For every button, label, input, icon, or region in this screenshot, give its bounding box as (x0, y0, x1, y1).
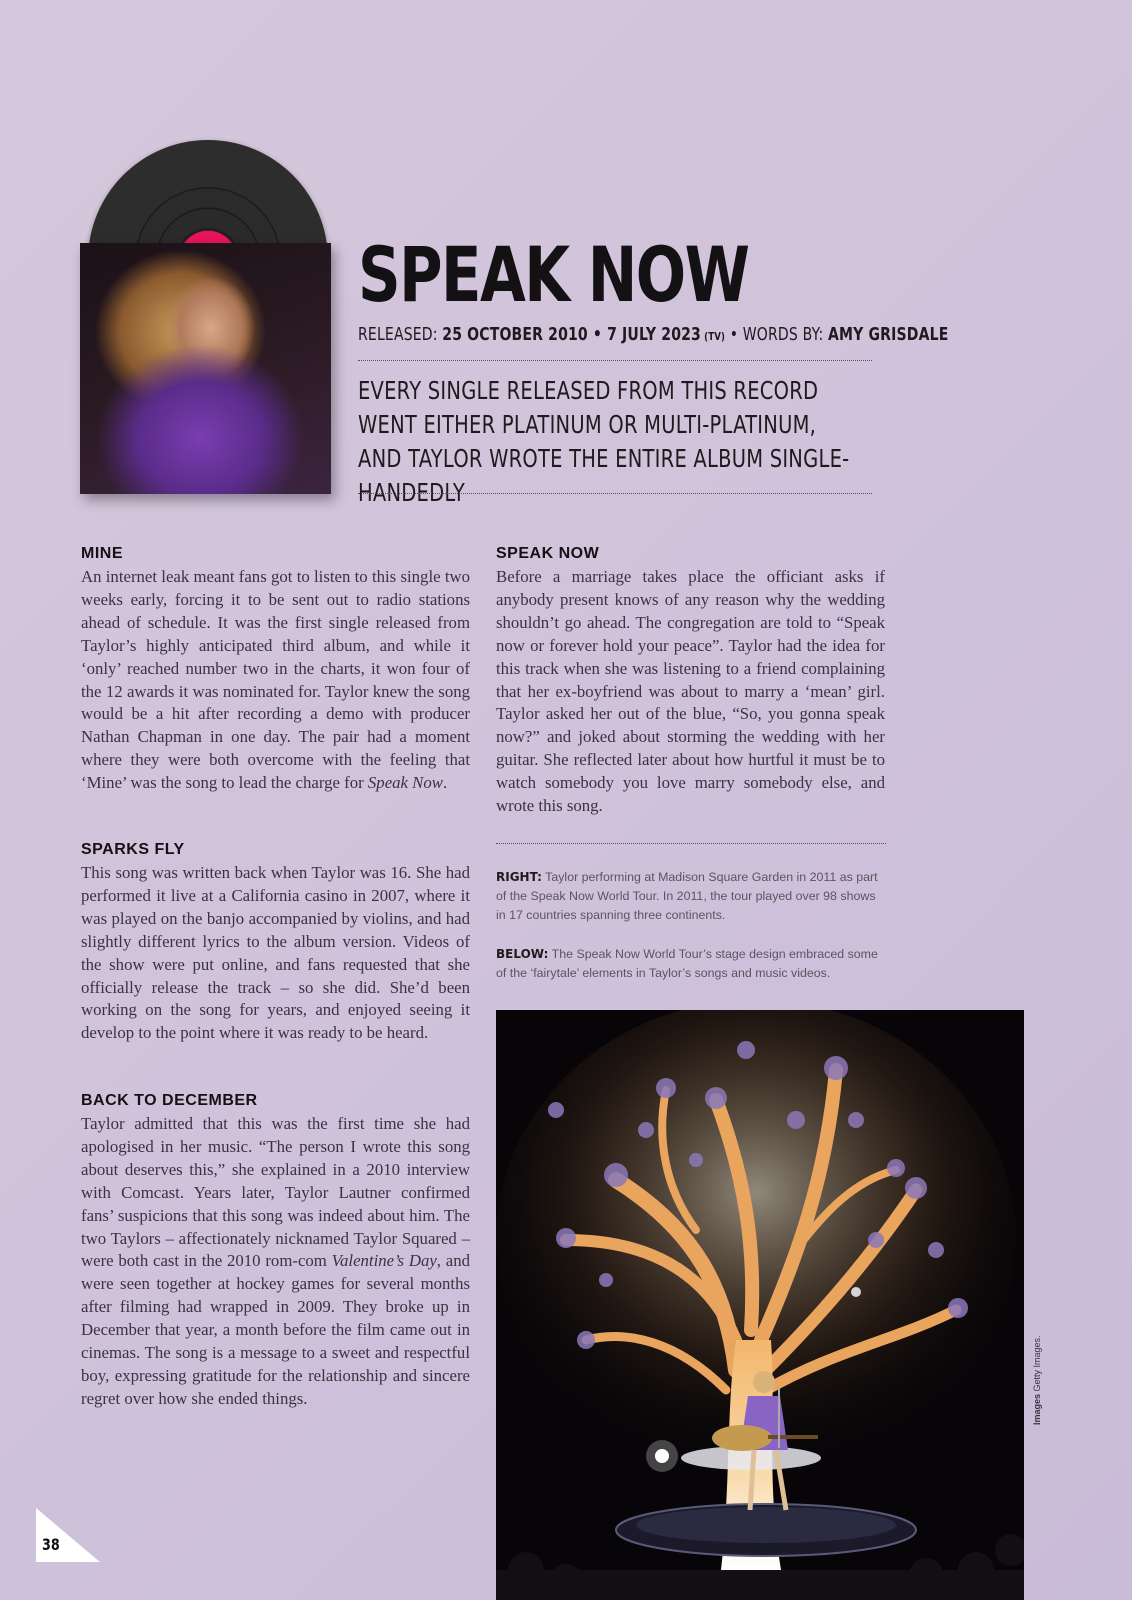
section-body-back-to-december: Taylor admitted that this was the first time she had apologised in her music. “The person I wrote this song about deserves this,” she explained in a 2010 interview with Comcast. Years later, Taylor Lautner confirmed fans’ suspicions that this song was indeed about him. The two Taylors – affectionately nicknamed Taylor Squared – were both cast in the 2010 rom-com Valentine’s Day, and were seen together at hockey games for several months after filming had wrapped in 2009. They broke up in December that year, a month before the film came out in cinemas. The song is a message to a sweet and respectful boy, expressing gratitude for the relationship and sincere regret over how she ended things. (81, 1114, 470, 1408)
article-meta: RELEASED: 25 OCTOBER 2010 • 7 JULY 2023 (TV) • WORDS BY: AMY GRISDALE (358, 324, 949, 345)
section-body-mine: An internet leak meant fans got to listen to this single two weeks early, forcing it to be sent out to radio stations ahead of schedule. It was the first single released from Taylor’s highly anticipated third album, and while it ‘only’ reached number two in the charts, it won four of the 12 awards it was nominated for. Taylor knew the song would be a hit after recording a demo with producer Nathan Chapman in one day. The pair had a moment where they were both overcome with the feeling that ‘Mine’ was the song to lead the charge for Speak Now. (81, 567, 470, 793)
concert-photo (496, 1010, 1024, 1600)
section-heading-speak-now: SPEAK NOW (496, 545, 600, 562)
caption-right: RIGHT: Taylor performing at Madison Square Garden in 2011 as part of the Speak Now World Tour. In 2011, the tour played over 98 shows in 17 countries spanning three continents. (496, 870, 878, 922)
section-body-sparks-fly: This song was written back when Taylor was 16. She had performed it live at a California casino in 2007, where it was played on the banjo accompanied by violins, and had slightly different lyrics to the album version. Videos of the show were put online, and fans requested that she officially release the track – so she did. She’d been working on the song for years, and enjoyed seeing it develop to the point where it was ready to be heard. (81, 863, 470, 1043)
page-number: 38 (42, 1535, 60, 1554)
section-heading-sparks-fly: SPARKS FLY (81, 841, 185, 858)
album-cover (80, 243, 331, 494)
author-name: AMY GRISDALE (827, 324, 949, 345)
divider (358, 360, 872, 361)
caption-below: BELOW: The Speak Now World Tour’s stage design embraced some of the ‘fairytale’ elements in Taylor’s songs and music videos. (496, 947, 878, 980)
section-body-speak-now: Before a marriage takes place the officiant asks if anybody present knows of any reason why the wedding shouldn’t go ahead. The congregation are told to “Speak now or forever hold your peace”. Taylor had the idea for this track when she was listening to a friend complaining that her ex-boyfriend was about to marry a ‘mean’ girl. Taylor asked her out of the blue, “So, you gonna speak now?” and joked about storming the wedding with her guitar. She reflected later about how hurtful it must be to watch somebody you love marry somebody else, and wrote this song. (496, 567, 885, 816)
article-title: SPEAK NOW (358, 230, 749, 319)
divider (358, 493, 872, 494)
section-heading-mine: MINE (81, 545, 123, 562)
divider (496, 843, 886, 844)
section-heading-back-to-december: BACK TO DECEMBER (81, 1092, 258, 1109)
stage-tree-illustration (496, 1010, 1024, 1600)
image-credit: Images Getty Images. (1032, 1335, 1042, 1425)
standfirst: EVERY SINGLE RELEASED FROM THIS RECORD WENT EITHER PLATINUM OR MULTI-PLATINUM, AND TAYLOR WROTE THE ENTIRE ALBUM SINGLE-HANDEDLY (358, 376, 850, 507)
